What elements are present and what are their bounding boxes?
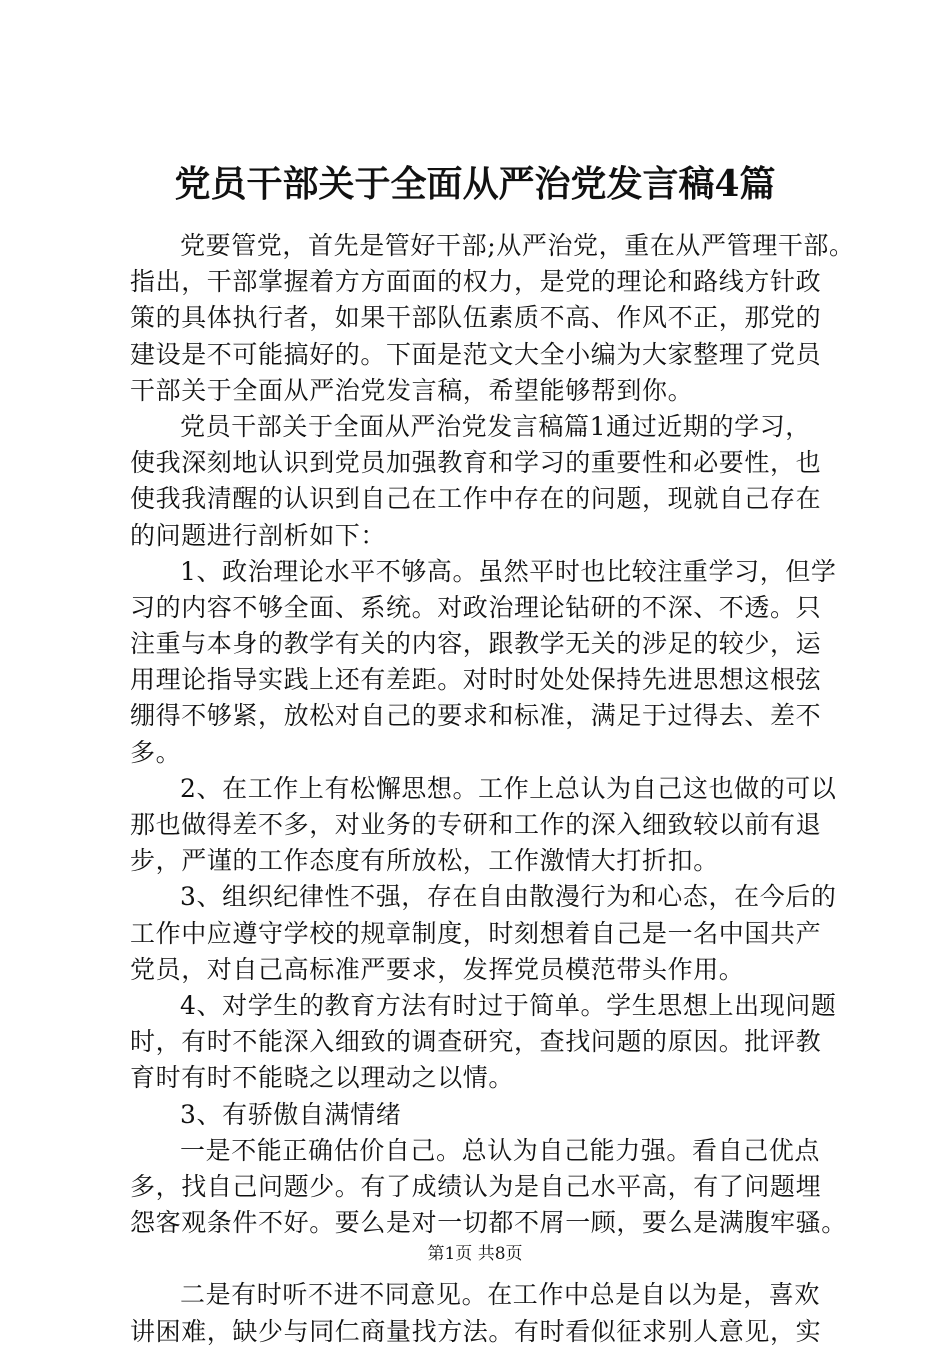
paragraph-line: 时，有时不能深入细致的调查研究，查找问题的原因。批评教 (130, 1027, 822, 1057)
paragraph-line: 建设是不可能搞好的。下面是范文大全小编为大家整理了党员 (130, 339, 822, 369)
paragraph-line: 2、在工作上有松懈思想。工作上总认为自己这也做的可以 (180, 773, 837, 803)
paragraph-line: 1、政治理论水平不够高。虽然平时也比较注重学习，但学 (180, 556, 837, 586)
paragraph-line: 那也做得差不多，对业务的专研和工作的深入细致较以前有退 (130, 810, 822, 839)
paragraph-line: 习的内容不够全面、系统。对政治理论钻研的不深、不透。只 (130, 592, 822, 622)
paragraph-line: 绷得不够紧，放松对自己的要求和标准，满足于过得去、差不 (130, 701, 822, 731)
paragraph-line: 党员，对自己高标准严要求，发挥党员模范带头作用。 (130, 954, 745, 984)
paragraph-line: 讲困难，缺少与同仁商量找方法。有时看似征求别人意见，实 (130, 1316, 822, 1346)
paragraph-line: 注重与本身的教学有关的内容，跟教学无关的涉足的较少，运 (130, 629, 822, 659)
paragraph-line: 党要管党，首先是管好干部;从严治党，重在从严管理干部。 (180, 231, 855, 260)
paragraph-line: 育时有时不能晓之以理动之以情。 (130, 1063, 515, 1093)
page-footer: 第1页 共8页 (427, 1244, 523, 1264)
paragraph-line: 干部关于全面从严治党发言稿，希望能够帮到你。 (130, 375, 694, 405)
paragraph-line: 步，严谨的工作态度有所放松，工作激情大打折扣。 (130, 846, 719, 876)
paragraph-line: 一是不能正确估价自己。总认为自己能力强。看自己优点 (180, 1135, 821, 1165)
document-title: 党员干部关于全面从严治党发言稿4篇 (174, 163, 776, 205)
paragraph-line: 党员干部关于全面从严治党发言稿篇1通过近期的学习， (180, 411, 811, 441)
paragraph-line: 二是有时听不进不同意见。在工作中总是自以为是，喜欢 (180, 1280, 821, 1310)
paragraph-line: 4、对学生的教育方法有时过于简单。学生思想上出现问题 (180, 990, 837, 1020)
paragraph-line: 指出，干部掌握着方方面面的权力，是党的理论和路线方针政 (130, 267, 822, 297)
paragraph-line: 用理论指导实践上还有差距。对时时处处保持先进思想这根弦 (130, 665, 822, 695)
paragraph-line: 怨客观条件不好。要么是对一切都不屑一顾，要么是满腹牢骚。 (130, 1208, 847, 1238)
paragraph-line: 的问题进行剖析如下： (130, 520, 387, 550)
paragraph-line: 策的具体执行者，如果干部队伍素质不高、作风不正，那党的 (130, 303, 822, 333)
paragraph-line: 使我我清醒的认识到自己在工作中存在的问题，现就自己存在 (130, 484, 822, 514)
paragraph-line: 多，找自己问题少。有了成绩认为是自己水平高，有了问题埋 (130, 1171, 822, 1201)
paragraph-line: 工作中应遵守学校的规章制度，时刻想着自己是一名中国共产 (130, 918, 822, 948)
paragraph-line: 3、有骄傲自满情绪 (180, 1099, 402, 1129)
paragraph-line: 使我深刻地认识到党员加强教育和学习的重要性和必要性，也 (130, 448, 822, 478)
paragraph-line: 多。 (130, 737, 182, 767)
paragraph-line: 3、组织纪律性不强，存在自由散漫行为和心态，在今后的 (180, 882, 837, 912)
document-body (130, 228, 855, 1350)
